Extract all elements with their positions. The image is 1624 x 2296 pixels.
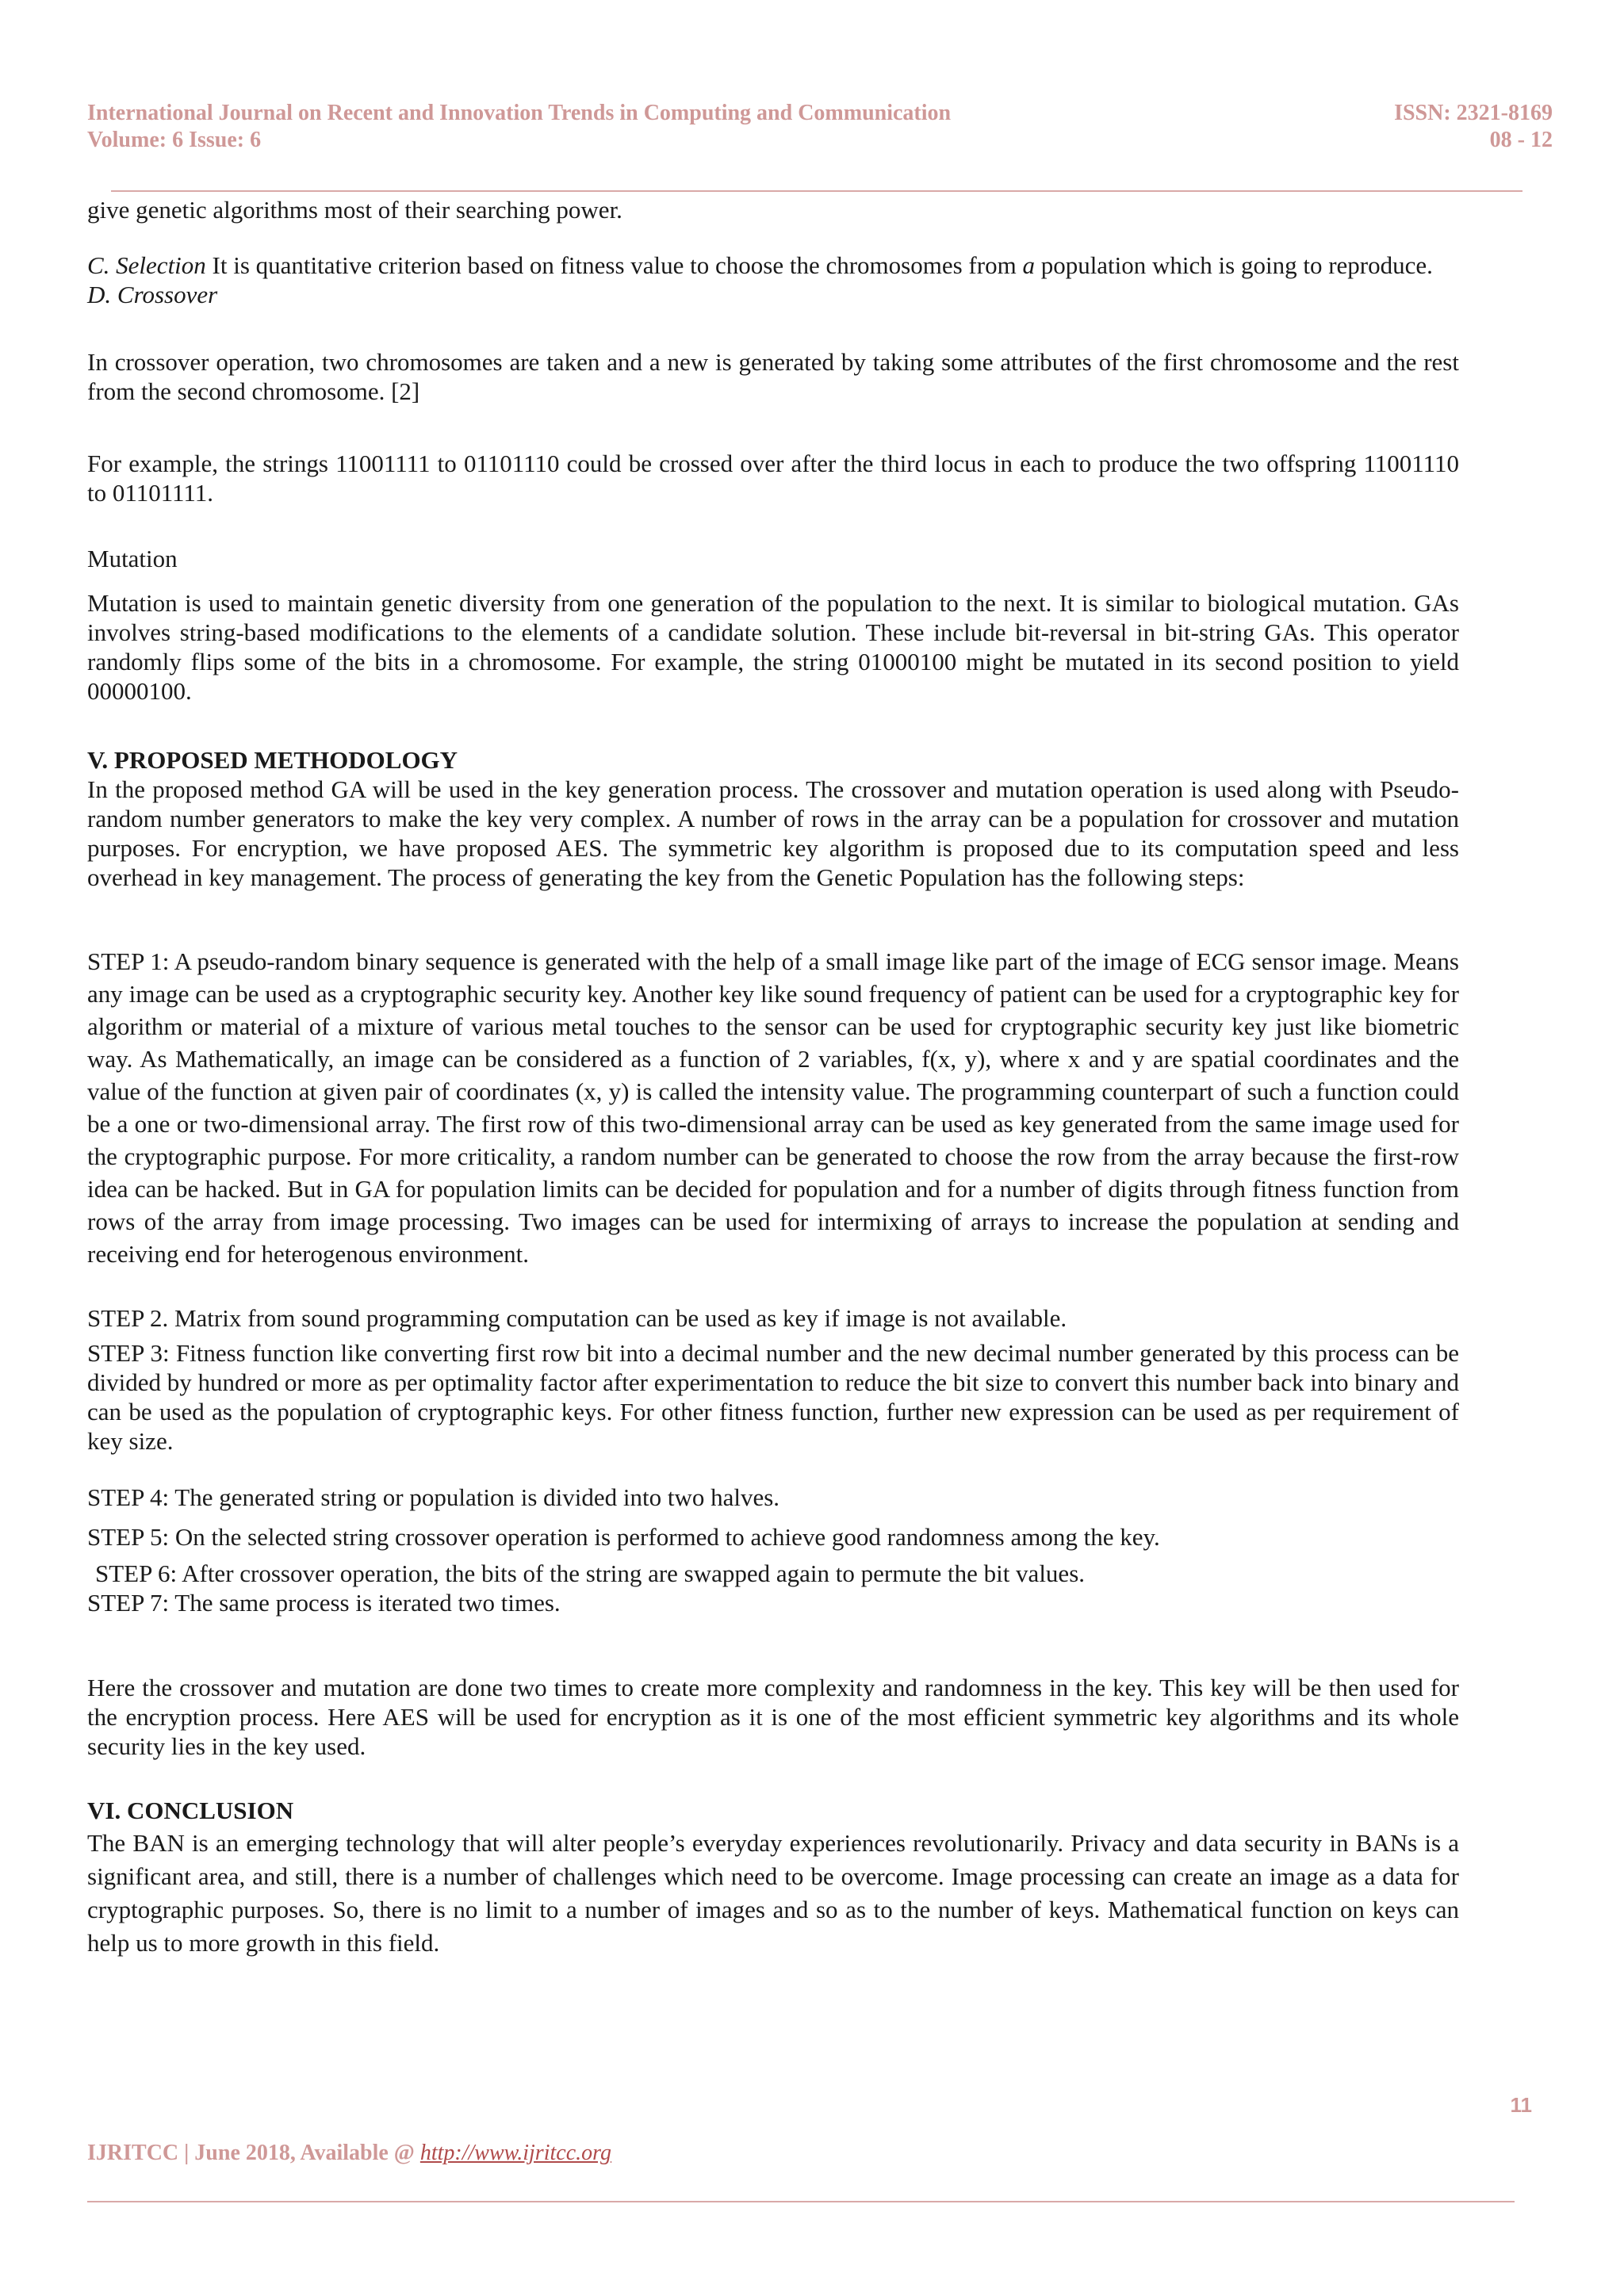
footer-rule bbox=[87, 2201, 1515, 2202]
section-5 bbox=[87, 745, 1459, 892]
page-range: 08 - 12 bbox=[1489, 128, 1553, 152]
header-rule bbox=[111, 190, 1522, 192]
step-1: STEP 1: A pseudo-random binary sequence is generated with the help of a small image like part of the image of ECG sensor image. Means any image can be used as a cryptographic security key. Another key like sound frequency of patient can be used for a cryptographic key for algorithm or material of a mixture of various metal touches to the sensor can be used for cryptographic security key just like biometric way. As Mathematically, an image can be considered as a function of 2 variables, f(x, y), where x and y are spatial coordinates and the value of the function at given pair of coordinates (x, y) is called the intensity value. The programming counterpart of such a function could be a one or two-dimensional array. The first row of this two-dimensional array can be used as key generated from the same image used for the cryptographic purpose. For more criticality, a random number can be generated to choose the row from the array because the first-row idea can be hacked. But in GA for population limits can be decided for population and for a number of digits through fitness function from rows of the array from image processing. Two images can be used for intermixing of arrays to increase the population at sending and receiving end for heterogenous environment. bbox=[87, 947, 1459, 1268]
header-right bbox=[1394, 100, 1553, 154]
selection-paragraph bbox=[87, 251, 1459, 309]
selection-text-a: It is quantitative criterion based on fitness value to choose the chromosomes from bbox=[205, 251, 1023, 279]
mutation-paragraph: Mutation is used to maintain genetic diversity from one generation of the population to the next. It is similar to biological mutation. GAs involves string-based modifications to the elements of a candidate solution. These include bit-reversal in bit-string GAs. This operator randomly flips some of the bits in a chromosome. For example, the string 01000100 might be mutated in its second position to yield 00000100. bbox=[87, 589, 1459, 705]
footer-link[interactable]: http://www.ijritcc.org bbox=[419, 2141, 611, 2165]
section-6-title: VI. CONCLUSION bbox=[87, 1797, 294, 1824]
mutation-heading: Mutation bbox=[87, 545, 178, 572]
section-5-paragraph-1: In the proposed method GA will be used in the key generation process. The crossover and mutation operation is used along with Pseudo-random number generators to make the key very complex. A number of rows in the array can be a population for crossover and mutation purposes. For encryption, we have proposed AES. The symmetric key algorithm is proposed due to its computation speed and less overhead in key management. The process of generating the key from the Genetic Population has the following steps: bbox=[87, 775, 1459, 891]
step-6: STEP 6: After crossover operation, the bits of the string are swapped again to permute the bit values. bbox=[95, 1559, 1086, 1587]
crossover-paragraph-1: In crossover operation, two chromosomes are taken and a new is generated by taking some attributes of the first chromosome and the rest from the second chromosome. [2] bbox=[87, 348, 1459, 405]
section-6 bbox=[87, 1795, 1459, 1960]
section-6-paragraph: The BAN is an emerging technology that will alter people’s everyday experiences revolutionarily. Privacy and data security in BANs is a significant area, and still, there is a number of challenges which need to be overcome. Image processing can create an image as a data for cryptographic purposes. So, there is no limit to a number of images and so as to the number of keys. Mathematical function on keys can help us to more growth in this field. bbox=[87, 1829, 1459, 1957]
step-5: STEP 5: On the selected string crossover operation is performed to achieve good randomness among the key. bbox=[87, 1523, 1160, 1551]
step-4: STEP 4: The generated string or population is divided into two halves. bbox=[87, 1483, 780, 1511]
page-number: 11 bbox=[1510, 2093, 1532, 2117]
footer bbox=[87, 2141, 611, 2166]
step-6-7 bbox=[87, 1559, 1459, 1617]
journal-title: International Journal on Recent and Innovation Trends in Computing and Communication bbox=[87, 101, 952, 125]
selection-label: C. Selection bbox=[87, 251, 206, 279]
selection-italic: a bbox=[1022, 251, 1035, 279]
volume-issue: Volume: 6 Issue: 6 bbox=[87, 128, 262, 152]
section-5-paragraph-2: Here the crossover and mutation are done two times to create more complexity and randomness in the key. This key will be then used for the encryption process. Here AES will be used for encryption as it is one of the most efficient symmetric key algorithms and its whole security lies in the key used. bbox=[87, 1674, 1459, 1760]
issn: ISSN: 2321-8169 bbox=[1394, 101, 1553, 125]
step-7: STEP 7: The same process is iterated two times. bbox=[87, 1589, 561, 1617]
selection-text-b: population which is going to reproduce. bbox=[1034, 251, 1433, 279]
crossover-paragraph-2: For example, the strings 11001111 to 01101110 could be crossed over after the third locus in each to produce the two offspring 11001110 to 01101111. bbox=[87, 450, 1459, 507]
section-5-title: V. PROPOSED METHODOLOGY bbox=[87, 746, 458, 774]
footer-text: IJRITCC | June 2018, Available @ bbox=[87, 2141, 420, 2165]
step-2: STEP 2. Matrix from sound programming computation can be used as key if image is not available. bbox=[87, 1304, 1067, 1332]
crossover-heading: D. Crossover bbox=[87, 281, 218, 308]
step-3: STEP 3: Fitness function like converting first row bit into a decimal number and the new decimal number generated by this process can be divided by hundred or more as per optimality factor after experimentation to reduce the bit size to convert this number back into binary and can be used as the population of cryptographic keys. For other fitness function, further new expression can be used as per requirement of key size. bbox=[87, 1339, 1459, 1455]
text-p-intro: give genetic algorithms most of their searching power. bbox=[87, 196, 622, 224]
header-left bbox=[87, 100, 951, 154]
